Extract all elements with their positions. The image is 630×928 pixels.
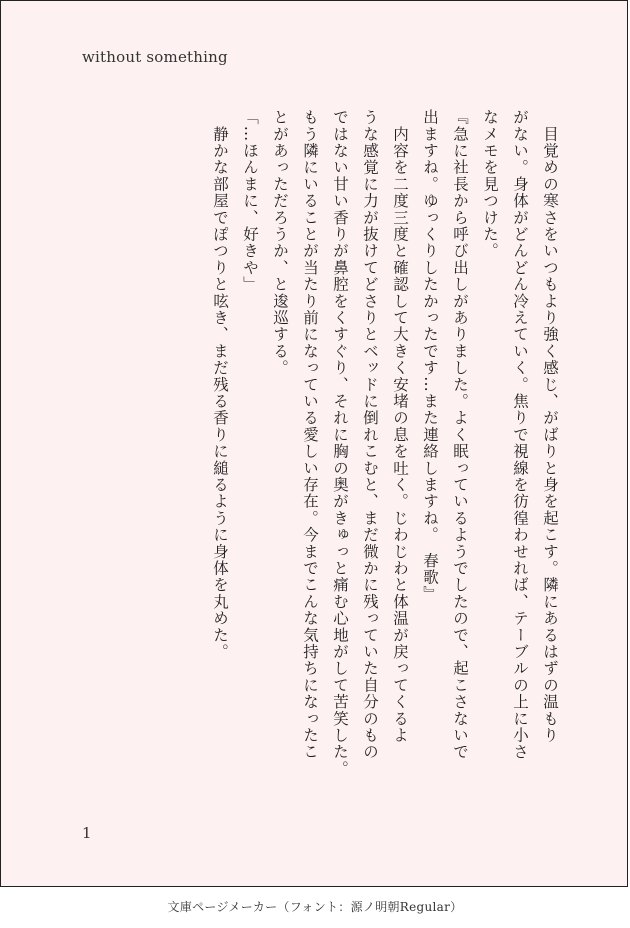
text-column: 「…ほんまに、好きや」 (241, 109, 259, 293)
footer-credit: 文庫ページメーカー（フォント：源ノ明朝Regular） (167, 900, 463, 914)
text-column: なメモを見つけた。 (481, 109, 499, 260)
text-column: とがあっただろうか、と逡巡する。 (271, 109, 289, 377)
text-column: ではない甘い香りが鼻腔をくすぐり、それに胸の奥がきゅっと痛む心地がして苦笑した。 (331, 109, 349, 777)
text-column: 静かな部屋でぽつりと呟き、まだ残る香りに縋るように身体を丸めた。 (211, 109, 229, 661)
story-title: without something (82, 48, 228, 66)
text-column: 出ますね。ゆっくりしたかったです…また連絡しますね。 春歌』 (421, 109, 439, 603)
page-number: 1 (82, 824, 92, 842)
text-column: がない。身体がどんどん冷えていく。焦りで視線を彷徨わせれば、テーブルの上に小さ (511, 109, 529, 761)
text-column: もう隣にいることが当たり前になっている愛しい存在。今までこんな気持ちになったこ (301, 109, 319, 761)
vertical-body-text (73, 109, 565, 777)
text-column: 『急に社長から呼び出しがありました。よく眠っているようでしたので、起こさないで (451, 109, 469, 761)
text-column: 目覚めの寒さをいつもより強く感じ、がばりと身を起こす。隣にあるはずの温もり (541, 109, 559, 744)
text-column: うな感覚に力が抜けてどさりとベッドに倒れこむと、まだ微かに残っていた自分のもの (361, 109, 379, 761)
text-column: 内容を二度三度と確認して大きく安堵の息を吐く。じわじわと体温が戻ってくるよ (391, 109, 409, 744)
